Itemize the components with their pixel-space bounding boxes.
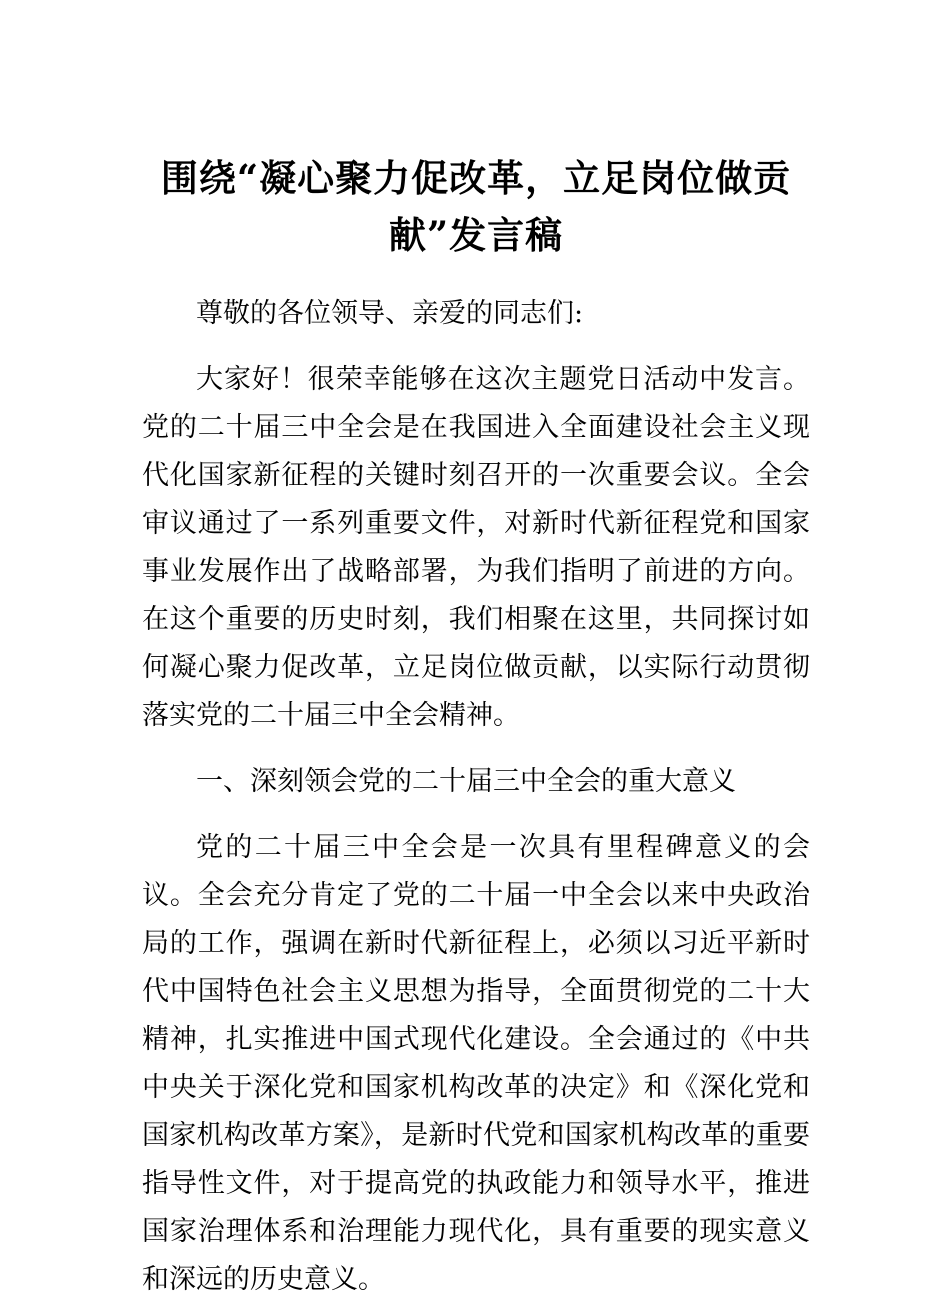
document-title: 围绕“凝心聚力促改革，立足岗位做贡献”发言稿 xyxy=(160,156,792,257)
section-heading-1: 一、深刻领会党的二十届三中全会的重大意义 xyxy=(196,766,736,797)
opening-paragraph: 大家好！很荣幸能够在这次主题党日活动中发言。党的二十届三中全会是在我国进入全面建设社会主义现代化国家新征程的关键时刻召开的一次重要会议。全会审议通过了一系列重要文件，对新时代新征程党和国家事业发展作出了战略部署，为我们指明了前进的方向。在这个重要的历史时刻，我们相聚在这里，共同探讨如何凝心聚力促改革，立足岗位做贡献，以实际行动贯彻落实党的二十届三中全会精神。 xyxy=(142,364,810,731)
salutation-paragraph: 尊敬的各位领导、亲爱的同志们: xyxy=(196,298,584,329)
section-1-body-paragraph: 党的二十届三中全会是一次具有里程碑意义的会议。全会充分肯定了党的二十届一中全会以来中央政治局的工作，强调在新时代新征程上，必须以习近平新时代中国特色社会主义思想为指导，全面贯彻党的二十大精神，扎实推进中国式现代化建设。全会通过的《中共中央关于深化党和国家机构改革的决定》和《深化党和国家机构改革方案》，是新时代党和国家机构改革的重要指导性文件，对于提高党的执政能力和领导水平，推进国家治理体系和治理能力现代化，具有重要的现实意义和深远的历史意义。 xyxy=(142,832,810,1295)
